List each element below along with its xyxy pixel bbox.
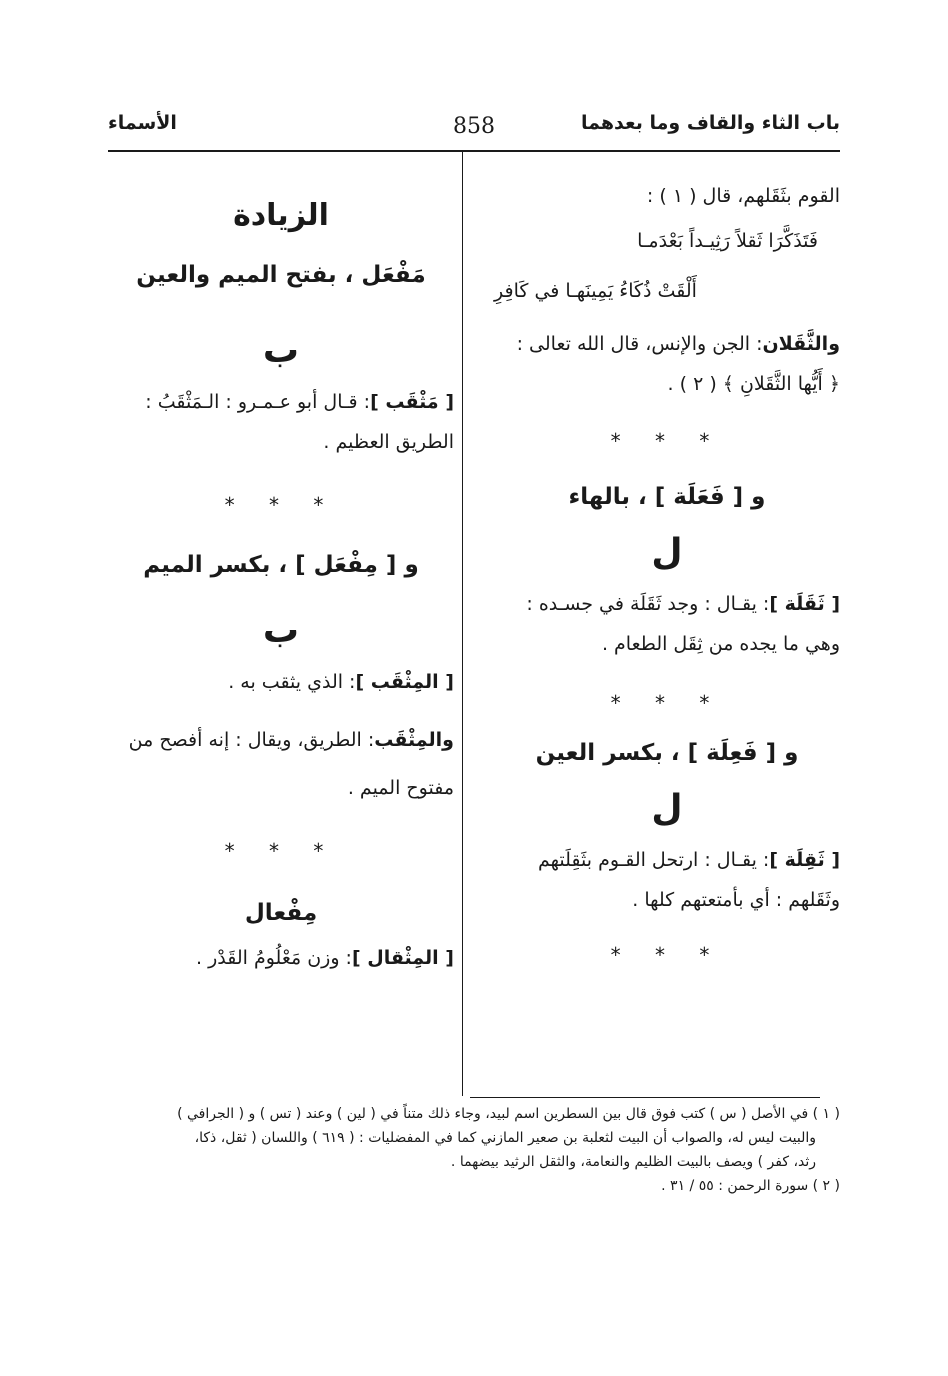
entry-text: : وزن مَعْلُومُ القَدْر . [196, 947, 352, 969]
separator-stars: * * * [224, 493, 338, 517]
entry-continuation: الطريق العظيم . [323, 431, 454, 453]
pattern-heading: و [ فَعِلَة ] ، بكسر العين [535, 740, 799, 766]
entry-mithqal [108, 938, 454, 978]
entry-thaqala [494, 584, 840, 624]
entry-mathqab [108, 382, 454, 422]
main-title: الزيادة [233, 198, 329, 233]
separator-stars: * * * [224, 839, 338, 863]
separator-stars: * * * [610, 943, 724, 967]
left-column [108, 152, 454, 978]
section-letter: ب [262, 330, 300, 371]
separator-stars: * * * [610, 691, 724, 715]
pattern-heading: مِفْعال [244, 900, 318, 926]
entry-thaqila [494, 840, 840, 880]
section-letter: ل [651, 788, 683, 829]
section-letter: ب [262, 610, 300, 651]
entry-text: : قـال أبو عـمـرو : الـمَثْقَبُ : [145, 391, 371, 413]
entry-continuation: مفتوح الميم . [347, 777, 454, 799]
footnote-1-line-2: والبيت ليس له، والصواب أن البيت لثعلبة بن صعير المازني كما في المفضليات : ( ٦١٩ ) واللسان ( ثقل، ذكا، [194, 1130, 816, 1146]
page-number: 858 [453, 114, 495, 139]
footnote-2: ( ٢ ) سورة الرحمن : ٥٥ / ٣١ . [661, 1178, 840, 1194]
footnote-rule [470, 1097, 820, 1098]
entry-text: : الطريق، ويقال : إنه أفصح من [128, 729, 375, 751]
footnote-1-line-1: ( ١ ) في الأصل ( س ) كتب فوق قال بين السطرين اسم لبيد، وجاء ذلك متناً في ( لين ) وعند ( تس ) و ( الجرافي ) [177, 1106, 840, 1122]
entry-mithqab-path [108, 720, 454, 760]
verse-line-1: فَتَذَكَّرَا ثَقلاً رَثِيـداً بَعْدَمـا [637, 230, 818, 252]
entry-head: [ المِثْقَب ] [355, 671, 454, 693]
right-column [494, 152, 840, 980]
entry-head: [ ثَقَلَة ] [769, 593, 840, 615]
entry-continuation: وثَقَلهم : أي بأمتعتهم كلها . [632, 889, 840, 911]
entry-thaqalan [494, 324, 840, 364]
entry-text: : الذي يثقب به . [228, 671, 356, 693]
quran-quote: ﴿ أَيُّها الثَّقَلانِ ﴾ ( ٢ ) . [667, 373, 840, 395]
footnote-1-line-3: رثد، كفر ) ويصف بالبيت الظليم والنعامة، والثقل الرثيد بيضهما . [450, 1154, 816, 1170]
column-divider [462, 152, 463, 1096]
entry-mithqab [108, 662, 454, 702]
pattern-heading: و [ فَعَلَة ] ، بالهاء [568, 484, 766, 510]
entry-text: : يقـال : وجد ثَقَلَة في جسـده : [526, 593, 770, 615]
pattern-heading: مَفْعَل ، بفتح الميم والعين [136, 262, 426, 288]
section-letter: ل [651, 532, 683, 573]
section-header: الأسماء [108, 112, 177, 134]
chapter-header: باب الثاء والقاف وما بعدهما [581, 112, 840, 134]
entry-head: [ مَثْقَب ] [370, 391, 454, 413]
entry-continuation: وهي ما يجده من ثِقَل الطعام . [601, 633, 840, 655]
entry-head: [ ثَقِلَة ] [769, 849, 840, 871]
entry-head: والثَّقَلان [762, 333, 840, 355]
entry-head: [ المِثْقال ] [351, 947, 454, 969]
pattern-heading: و [ مِفْعَل ] ، بكسر الميم [143, 552, 419, 578]
footnotes [108, 1102, 840, 1198]
verse-line-2: أَلْقَتْ ذُكَاءُ يَمِينَهـا في كَافِرِ [494, 280, 697, 302]
separator-stars: * * * [610, 429, 724, 453]
intro-line: القوم بثَقَلهم، قال ( ١ ) : [646, 185, 840, 207]
entry-head: والمِثْقَب [374, 729, 454, 751]
entry-text: : الجن والإنس، قال الله تعالى : [516, 333, 763, 355]
entry-text: : يقـال : ارتحل القـوم بثَقِلَتهم [537, 849, 770, 871]
